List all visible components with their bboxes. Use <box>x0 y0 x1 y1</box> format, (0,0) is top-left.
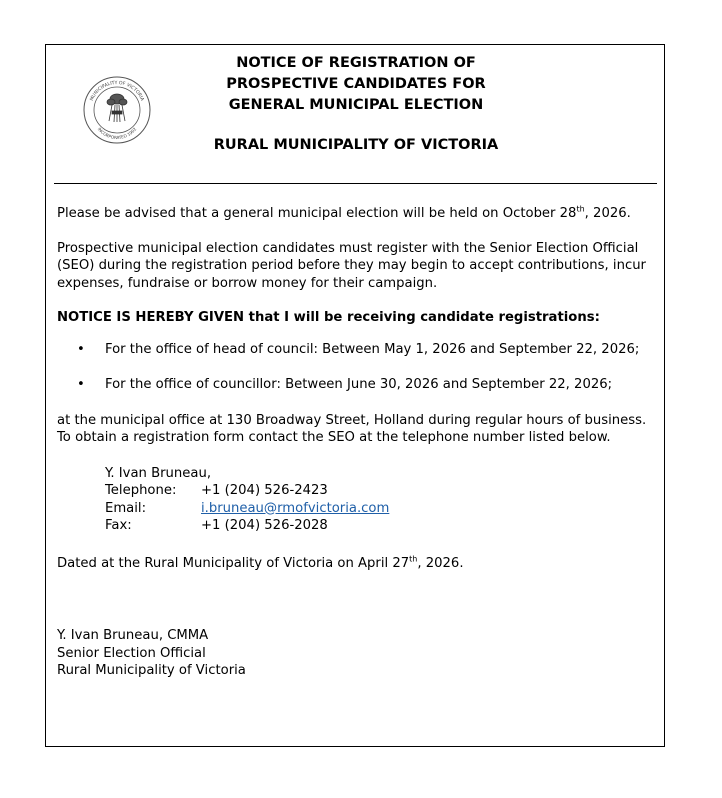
seal-bottom-text: INCORPORATED 1902 <box>96 126 138 141</box>
email-row <box>105 500 661 518</box>
list-item: • For the office of councillor: Between June 30, 2026 and September 22, 2026; <box>77 377 613 392</box>
title-line-1: NOTICE OF REGISTRATION OF <box>236 55 476 71</box>
registration-periods-list <box>57 341 661 394</box>
contact-block <box>105 465 661 535</box>
fax-row <box>105 517 661 535</box>
municipality-name: RURAL MUNICIPALITY OF VICTORIA <box>213 137 499 153</box>
header-divider <box>54 183 657 184</box>
registration-requirement-paragraph: Prospective municipal election candidates must register with the Senior Election Official (SEO) during the registration period before they may begin to accept contributions, incur expenses, fundraise or borrow money for their campaign. <box>57 240 646 291</box>
notice-frame <box>45 44 665 747</box>
election-date-paragraph: Please be advised that a general municipal election will be held on October 28th, 2026. <box>57 204 631 221</box>
dated-paragraph: Dated at the Rural Municipality of Victoria on April 27th, 2026. <box>57 554 464 571</box>
signature-name: Y. Ivan Bruneau, CMMA <box>57 628 209 643</box>
fax-value: +1 (204) 526-2028 <box>201 518 328 533</box>
telephone-row <box>105 482 661 500</box>
telephone-label: Telephone: <box>105 483 177 498</box>
telephone-value: +1 (204) 526-2423 <box>201 483 328 498</box>
signature-title: Senior Election Official <box>57 645 206 661</box>
signature-block <box>57 627 661 680</box>
title-line-3: GENERAL MUNICIPAL ELECTION <box>228 97 484 113</box>
notice-body <box>57 205 661 680</box>
fax-label: Fax: <box>105 518 132 533</box>
location-paragraph: at the municipal office at 130 Broadway Street, Holland during regular hours of business. To obtain a registration form contact the SEO at the telephone number listed below. <box>57 412 647 445</box>
email-label: Email: <box>105 500 147 516</box>
seal-top-text: MUNICIPALITY OF VICTORIA <box>89 80 145 102</box>
title-line-2: PROSPECTIVE CANDIDATES FOR <box>226 76 486 92</box>
signature-org: Rural Municipality of Victoria <box>57 663 246 678</box>
contact-name: Y. Ivan Bruneau, <box>105 465 212 481</box>
email-link[interactable]: i.bruneau@rmofvictoria.com <box>201 500 390 516</box>
notice-heading <box>156 53 556 156</box>
municipal-seal-icon <box>82 75 152 145</box>
notice-statement: NOTICE IS HEREBY GIVEN that I will be receiving candidate registrations: <box>57 310 600 325</box>
list-item: • For the office of head of council: Between May 1, 2026 and September 22, 2026; <box>77 341 640 357</box>
